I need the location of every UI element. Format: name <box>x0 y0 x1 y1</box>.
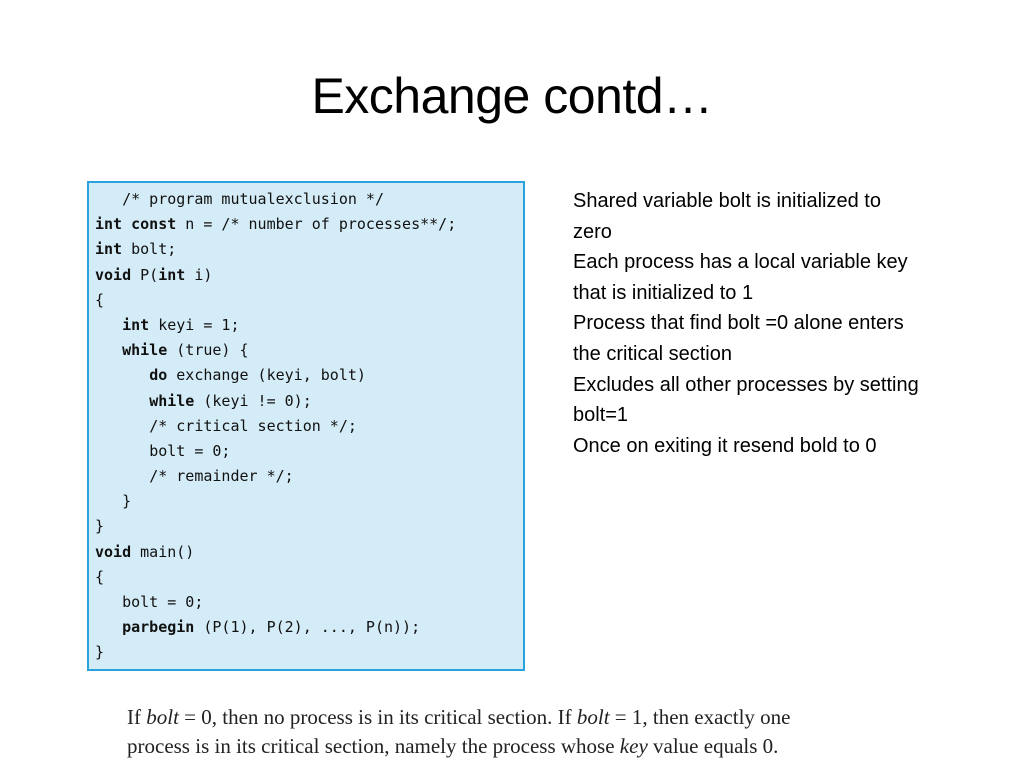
code-line <box>95 313 523 338</box>
code-line <box>95 389 523 414</box>
code-text: main() <box>131 542 195 561</box>
code-text: (keyi != 0); <box>194 391 312 410</box>
slide-title: Exchange contd… <box>311 68 713 124</box>
code-indent <box>95 341 122 359</box>
code-text: (true) { <box>167 341 249 360</box>
code-keyword: void <box>95 265 132 284</box>
code-line <box>95 615 523 640</box>
caption-text: = 0, then no process is in its critical section. If <box>178 705 577 729</box>
code-indent <box>95 366 149 384</box>
code-line <box>95 338 523 363</box>
code-line <box>95 363 523 388</box>
note-line: Excludes all other processes by setting <box>573 373 919 396</box>
note-line: zero <box>573 220 612 243</box>
code-indent <box>95 492 122 510</box>
code-text: bolt; <box>122 240 177 259</box>
code-indent <box>95 392 149 410</box>
code-line <box>95 514 523 539</box>
note-line: that is initialized to 1 <box>573 281 754 304</box>
code-line <box>95 212 523 237</box>
code-indent <box>95 467 149 485</box>
code-keyword: parbegin <box>122 618 195 637</box>
code-text: bolt = 0; <box>122 593 204 611</box>
code-listing <box>87 181 525 671</box>
caption-text: If <box>127 705 147 729</box>
code-text: bolt = 0; <box>149 441 231 460</box>
code-text: { <box>95 290 105 309</box>
code-line <box>95 439 523 464</box>
caption-text: = 1, then exactly one <box>609 705 791 729</box>
caption-variable: bolt <box>576 705 610 729</box>
code-line <box>95 288 523 313</box>
code-indent <box>95 417 149 435</box>
code-line <box>95 464 523 489</box>
code-text: (P(1), P(2), ..., P(n)); <box>194 618 421 637</box>
code-keyword: void <box>95 542 132 561</box>
code-indent <box>95 618 122 636</box>
code-keyword: int const <box>95 215 177 234</box>
code-text: n = /* number of processes**/; <box>176 215 457 234</box>
note-line: Once on exiting it resend bold to 0 <box>573 434 877 457</box>
code-indent <box>95 190 122 208</box>
code-line <box>95 540 523 565</box>
code-keyword: do <box>149 366 168 385</box>
note-line: bolt=1 <box>573 404 629 427</box>
code-indent <box>95 442 149 460</box>
code-line <box>95 489 523 514</box>
caption-line-2 <box>127 732 947 761</box>
code-text: i) <box>185 265 213 284</box>
code-line <box>95 590 523 615</box>
code-indent <box>95 316 122 334</box>
figure-caption <box>127 703 947 761</box>
code-keyword: while <box>149 391 195 410</box>
note-line: Shared variable bolt is initialized to <box>573 190 881 212</box>
code-text: } <box>95 643 105 662</box>
caption-variable: key <box>619 734 648 758</box>
note-line: Process that find bolt =0 alone enters <box>573 312 904 335</box>
note-line: Each process has a local variable key <box>573 251 908 274</box>
caption-line-1 <box>127 703 947 732</box>
note-line: the critical section <box>573 342 732 365</box>
code-line <box>95 640 523 665</box>
code-line <box>95 565 523 590</box>
code-text: P( <box>131 265 159 284</box>
caption-text: process is in its critical section, namely the process whose <box>127 734 620 758</box>
code-text: } <box>122 492 132 511</box>
code-keyword: int <box>95 240 123 259</box>
notes-list <box>573 186 993 461</box>
code-line <box>95 263 523 288</box>
code-keyword: while <box>122 341 168 360</box>
code-line <box>95 187 523 212</box>
code-text: } <box>95 517 105 536</box>
caption-variable: bolt <box>146 705 179 729</box>
code-text: /* program mutualexclusion */ <box>122 190 384 208</box>
caption-text: value equals 0. <box>647 734 779 758</box>
code-keyword: int <box>122 315 150 334</box>
code-text: /* remainder */; <box>149 467 294 486</box>
code-keyword: int <box>158 265 186 284</box>
code-indent <box>95 593 122 611</box>
code-text: keyi = 1; <box>149 315 240 334</box>
code-text: /* critical section */; <box>149 416 357 435</box>
code-text: { <box>95 567 105 586</box>
code-line <box>95 414 523 439</box>
code-line <box>95 237 523 262</box>
code-text: exchange (keyi, bolt) <box>167 366 366 385</box>
